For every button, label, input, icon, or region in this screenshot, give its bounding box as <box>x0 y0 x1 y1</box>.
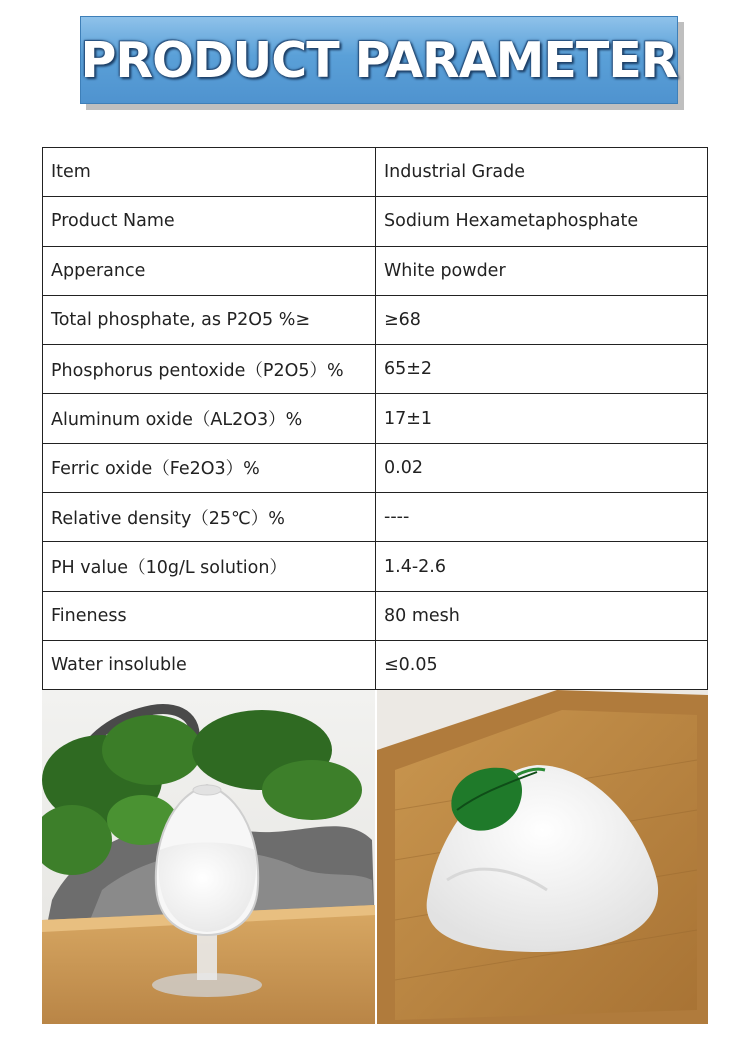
table-row <box>43 542 708 591</box>
value-cell: 0.02 <box>376 443 708 492</box>
table-row <box>43 443 708 492</box>
table-row <box>43 197 708 246</box>
item-cell: Product Name <box>43 197 376 246</box>
value-cell: 17±1 <box>376 394 708 443</box>
item-cell: Total phosphate, as P2O5 %≥ <box>43 295 376 344</box>
item-cell: Phosphorus pentoxide（P2O5）% <box>43 345 376 394</box>
page-title: PRODUCT PARAMETER <box>80 31 678 89</box>
item-cell: Item <box>43 148 376 197</box>
item-cell: PH value（10g/L solution） <box>43 542 376 591</box>
value-cell: ≤0.05 <box>376 640 708 689</box>
title-banner <box>80 16 678 104</box>
item-cell: Apperance <box>43 246 376 295</box>
value-cell: Industrial Grade <box>376 148 708 197</box>
table-row <box>43 394 708 443</box>
table-row <box>43 148 708 197</box>
table-row <box>43 246 708 295</box>
product-photo-powder <box>377 690 708 1024</box>
parameter-table <box>42 147 708 690</box>
powder-photo-illustration <box>377 690 708 1024</box>
item-cell: Ferric oxide（Fe2O3）% <box>43 443 376 492</box>
value-cell: 80 mesh <box>376 591 708 640</box>
table-row <box>43 591 708 640</box>
value-cell: 65±2 <box>376 345 708 394</box>
table-row <box>43 640 708 689</box>
item-cell: Relative density（25℃）% <box>43 493 376 542</box>
item-cell: Water insoluble <box>43 640 376 689</box>
table-row <box>43 493 708 542</box>
item-cell: Aluminum oxide（AL2O3）% <box>43 394 376 443</box>
table-row <box>43 345 708 394</box>
value-cell: ≥68 <box>376 295 708 344</box>
product-photo-flask <box>42 690 375 1024</box>
value-cell: 1.4-2.6 <box>376 542 708 591</box>
value-cell: White powder <box>376 246 708 295</box>
table-row <box>43 295 708 344</box>
item-cell: Fineness <box>43 591 376 640</box>
flask-photo-illustration <box>42 690 375 1024</box>
value-cell: Sodium Hexametaphosphate <box>376 197 708 246</box>
value-cell: ---- <box>376 493 708 542</box>
